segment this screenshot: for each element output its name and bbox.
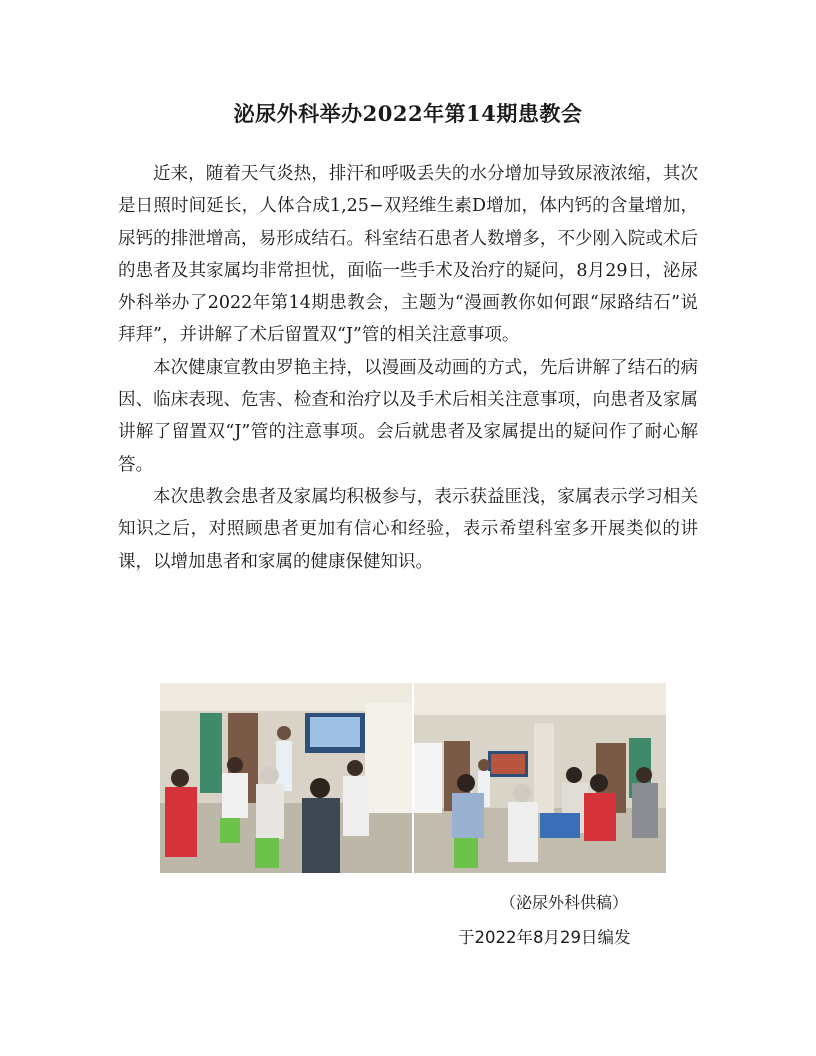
document-title: 泌尿外科举办2022年第14期患教会 bbox=[233, 101, 583, 126]
credit-line: （泌尿外科供稿） bbox=[500, 893, 629, 912]
paragraph-2: 本次健康宣教由罗艳主持，以漫画及动画的方式，先后讲解了结石的病因、临床表现、危害、检查和治疗以及手术后相关注意事项，向患者及家属讲解了留置双“J”管的注意事项。会后就患者及家属提出的疑问作了耐心解答。 bbox=[118, 357, 698, 475]
paragraph-1: 近来，随着天气炎热，排汗和呼吸丢失的水分增加导致尿液浓缩，其次是日照时间延长，人体合成1,25−双羟维生素D增加，体内钙的含量增加，尿钙的排泄增高，易形成结石。科室结石患者人数增多，不少刚入院或术后的患者及其家属均非常担忧，面临一些手术及治疗的疑问，8月29日，泌尿外科举办了2022年第14期患教会，主题为“漫画教你如何跟“尿路结石”说拜拜”，并讲解了术后留置双“J”管的相关注意事项。 bbox=[118, 164, 698, 346]
event-photo-right bbox=[414, 683, 666, 873]
event-photos bbox=[160, 683, 666, 873]
issue-date: 于2022年8月29日编发 bbox=[458, 928, 631, 947]
paragraph-3: 本次患教会患者及家属均积极参与，表示获益匪浅，家属表示学习相关知识之后，对照顾患者更加有信心和经验，表示希望科室多开展类似的讲课，以增加患者和家属的健康保健知识。 bbox=[118, 486, 698, 572]
event-photo-left bbox=[160, 683, 412, 873]
article-body bbox=[118, 158, 698, 578]
